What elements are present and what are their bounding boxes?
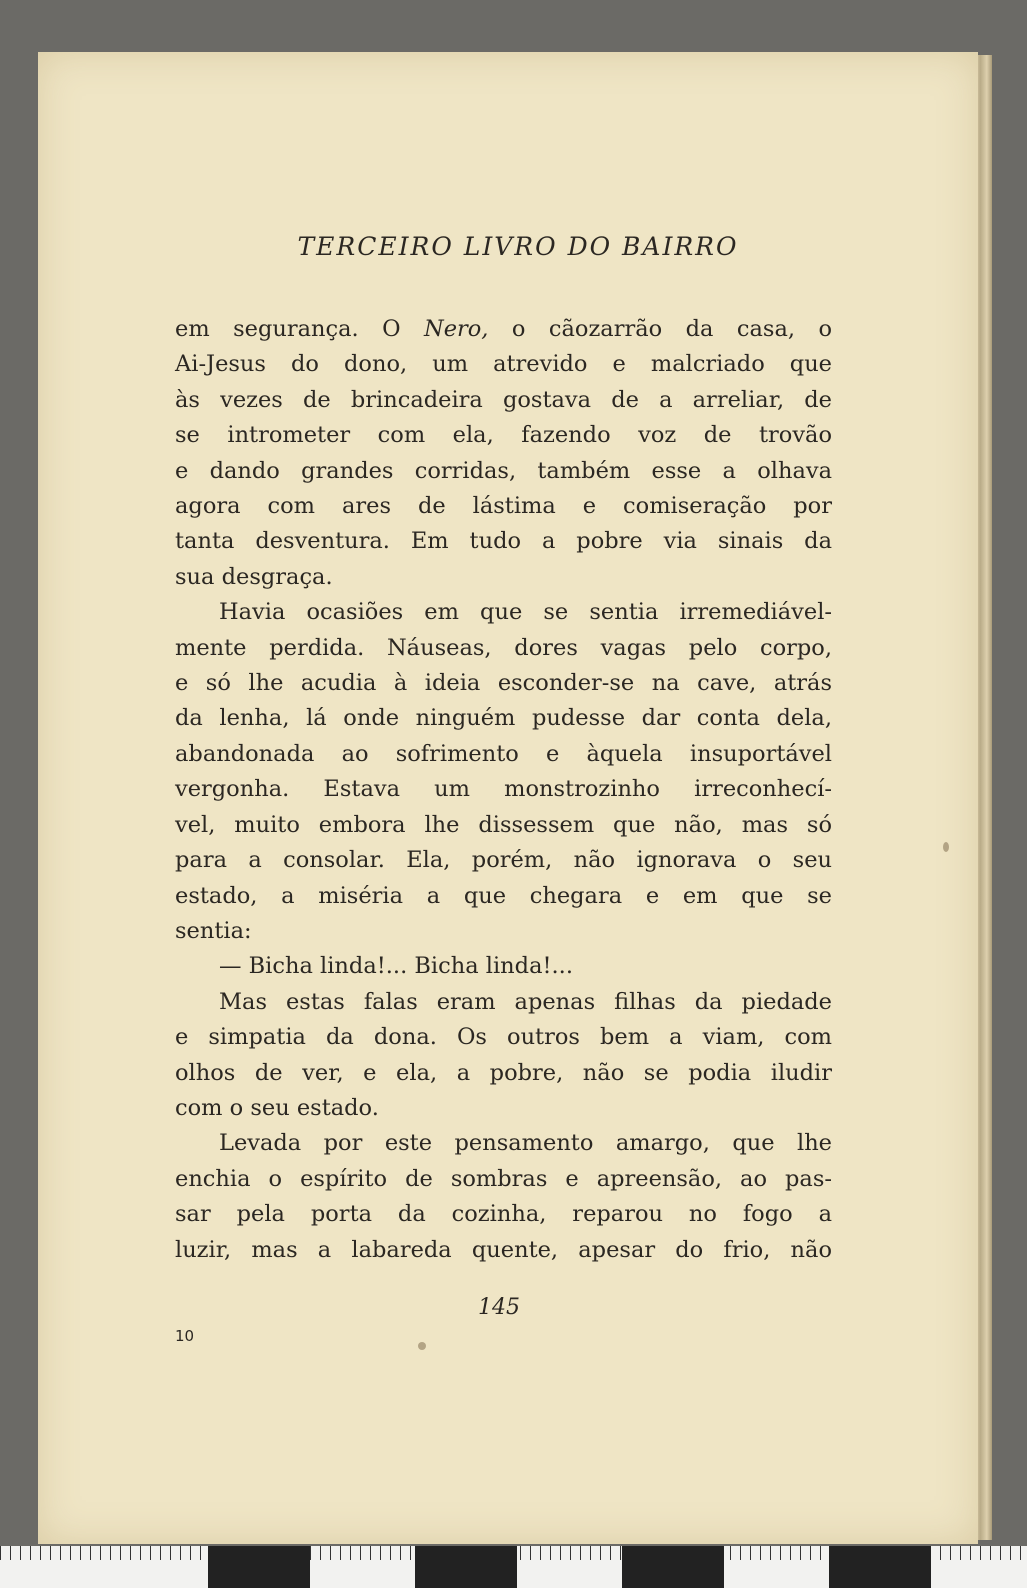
text-line: enchia o espírito de sombras e apreensão, ao pas-: [175, 1165, 832, 1192]
signature-mark: 10: [175, 1327, 195, 1345]
body-text: [175, 312, 832, 1268]
text-line: em segurança. O Nero, o cãozarrão da casa, o: [175, 316, 832, 342]
ruler-block: [622, 1546, 724, 1588]
text-line: agora com ares de lástima e comiseração por: [175, 493, 832, 520]
text-line: para a consolar. Ela, porém, não ignorava o seu: [175, 847, 832, 874]
text-line: mente perdida. Náuseas, dores vagas pelo corpo,: [175, 634, 832, 661]
paper-spot: [418, 1342, 426, 1350]
ruler-block: [415, 1546, 517, 1588]
text-line: com o seu estado.: [175, 1094, 379, 1121]
text-line: Levada por este pensamento amargo, que lhe: [219, 1130, 832, 1157]
text-line: tanta desventura. Em tudo a pobre via sinais da: [175, 528, 832, 555]
ruler-block: [829, 1546, 931, 1588]
text-line: Havia ocasiões em que se sentia irremediável-: [219, 599, 832, 626]
text-line: e só lhe acudia à ideia esconder-se na cave, atrás: [175, 670, 832, 697]
text-line: luzir, mas a labareda quente, apesar do frio, não: [175, 1236, 832, 1263]
text-line: às vezes de brincadeira gostava de a arreliar, de: [175, 386, 832, 413]
text-line: sentia:: [175, 917, 252, 944]
italic-name: Nero,: [424, 316, 489, 342]
page-number: 145: [478, 1295, 520, 1320]
ruler-block: [208, 1546, 310, 1588]
text-line: estado, a miséria a que chegara e em que se: [175, 882, 832, 909]
running-head: TERCEIRO LIVRO DO BAIRRO: [297, 232, 739, 261]
text-line: se intrometer com ela, fazendo voz de trovão: [175, 422, 832, 449]
text-line: da lenha, lá onde ninguém pudesse dar conta dela,: [175, 705, 832, 732]
dialogue-line: — Bicha linda!... Bicha linda!...: [219, 953, 573, 980]
scale-ruler: [0, 1546, 1027, 1588]
text-line: vergonha. Estava um monstrozinho irreconhecí-: [175, 776, 832, 803]
text-line: sua desgraça.: [175, 563, 333, 590]
text-line: Ai-Jesus do dono, um atrevido e malcriado que: [175, 351, 832, 378]
text-line: olhos de ver, e ela, a pobre, não se podia iludir: [175, 1059, 832, 1086]
text-line: e dando grandes corridas, também esse a olhava: [175, 457, 832, 484]
text-line: sar pela porta da cozinha, reparou no fogo a: [175, 1201, 832, 1228]
text-line: Mas estas falas eram apenas filhas da piedade: [219, 988, 832, 1015]
text-line: vel, muito embora lhe dissessem que não, mas só: [175, 811, 832, 838]
book-page: [38, 52, 978, 1544]
paper-spot: [943, 842, 949, 852]
text-line: e simpatia da dona. Os outros bem a viam, com: [175, 1024, 832, 1051]
text-line: abandonada ao sofrimento e àquela insuportável: [175, 740, 832, 767]
